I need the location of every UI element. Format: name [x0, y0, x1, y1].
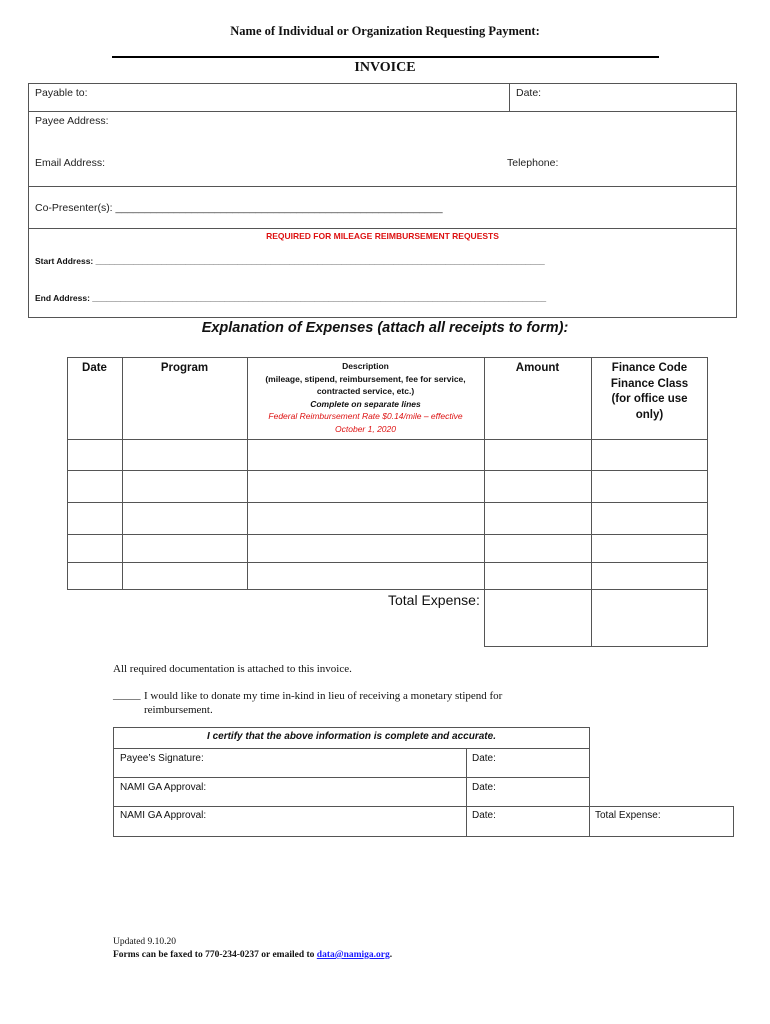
email-address-field[interactable]: Email Address:: [35, 157, 106, 169]
column-header-description: [247, 360, 484, 435]
office-use-label: (for office use: [611, 393, 688, 405]
fax-text: Forms can be faxed to 770-234-0237 or emailed to: [113, 950, 317, 960]
donate-statement: [144, 689, 502, 717]
total-expense-amount-cell[interactable]: [485, 591, 590, 645]
certification-heading: I certify that the above information is complete and accurate.: [207, 731, 496, 742]
donate-line-cont: reimbursement.: [144, 704, 213, 716]
period: .: [389, 950, 393, 960]
date-divider: [509, 83, 510, 111]
telephone-field[interactable]: Telephone:: [507, 157, 559, 169]
signature-date-field[interactable]: Date:: [472, 753, 496, 764]
cert-row-divider: [113, 748, 590, 749]
expense-row[interactable]: [68, 563, 707, 589]
payee-signature-field[interactable]: Payee’s Signature:: [120, 753, 204, 764]
co-presenters-field[interactable]: Co-Presenter(s): ________________________________________________________: [35, 202, 443, 214]
cert-row-divider: [113, 777, 590, 778]
finance-class-label: Finance Class: [610, 377, 689, 390]
payable-to-field[interactable]: Payable to:: [35, 87, 88, 99]
expense-row[interactable]: [68, 440, 707, 469]
documentation-statement: All required documentation is attached to this invoice.: [113, 663, 352, 675]
start-address-field[interactable]: Start Address: _______________________________________________________________________________________________: [35, 256, 545, 266]
approval-date-field[interactable]: Date:: [472, 782, 496, 793]
column-header-program: Program: [160, 362, 209, 374]
invoice-info-box: [28, 83, 737, 318]
federal-rate-note: Federal Reimbursement Rate $0.14/mile – effective: [268, 411, 463, 421]
description-examples: (mileage, stipend, reimbursement, fee for service,: [265, 373, 466, 384]
updated-date: Updated 9.10.20: [113, 937, 177, 947]
fax-instructions: [113, 950, 392, 960]
total-expense-finance-cell[interactable]: [592, 591, 706, 645]
total-expense-field[interactable]: Total Expense:: [595, 810, 661, 821]
description-title: Description: [342, 361, 389, 371]
column-header-date: Date: [82, 362, 107, 374]
federal-rate-date: October 1, 2020: [335, 423, 396, 434]
row-divider: [28, 186, 737, 187]
donate-checkbox-blank[interactable]: _____: [113, 689, 141, 701]
requester-name-line[interactable]: [112, 56, 659, 58]
mileage-required-heading: REQUIRED FOR MILEAGE REIMBURSEMENT REQUESTS: [266, 231, 499, 241]
row-divider: [28, 228, 737, 229]
finance-code-label: Finance Code: [611, 362, 688, 374]
description-examples-cont: contracted service, etc.): [316, 386, 415, 396]
requester-name-label: Name of Individual or Organization Requesting Payment:: [230, 24, 540, 38]
row-divider: [28, 111, 737, 112]
approval-field[interactable]: NAMI GA Approval:: [120, 782, 207, 793]
expense-row[interactable]: [68, 503, 707, 533]
expense-row[interactable]: [68, 471, 707, 501]
date-field[interactable]: Date:: [516, 87, 542, 99]
email-link[interactable]: data@namiga.org: [316, 950, 390, 960]
invoice-title: INVOICE: [354, 60, 416, 75]
expense-row[interactable]: [68, 535, 707, 561]
donate-line: I would like to donate my time in-kind in lieu of receiving a monetary stipend for: [144, 690, 503, 702]
office-use-label-cont: only): [635, 408, 664, 421]
column-header-amount: Amount: [515, 362, 560, 374]
total-row-right: [707, 590, 708, 647]
payee-address-field[interactable]: Payee Address:: [35, 115, 109, 127]
total-row-bottom: [484, 646, 708, 647]
end-address-field[interactable]: End Address: ________________________________________________________________________________________________: [35, 293, 547, 303]
total-expense-label: Total Expense:: [388, 592, 480, 608]
column-header-finance: [591, 361, 708, 423]
approval-field-2[interactable]: NAMI GA Approval:: [120, 810, 207, 821]
approval-date-field-2[interactable]: Date:: [472, 810, 496, 821]
expenses-title: Explanation of Expenses (attach all receipts to form):: [201, 320, 569, 336]
cert-column-divider: [466, 748, 467, 837]
description-note: Complete on separate lines: [310, 398, 421, 409]
